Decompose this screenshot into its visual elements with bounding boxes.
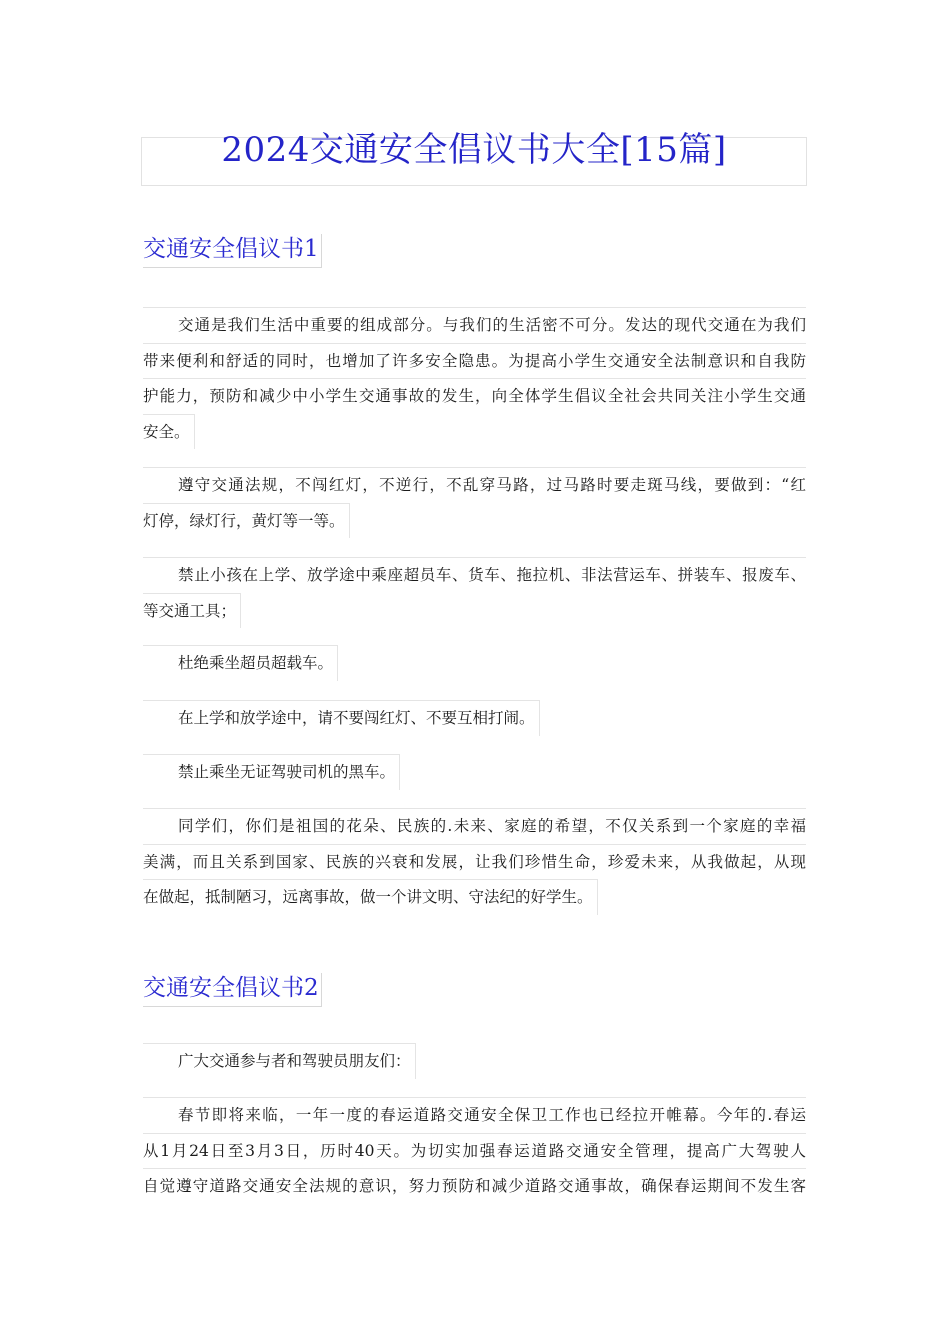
paragraph xyxy=(143,808,806,928)
text-line: 同学们，你们是祖国的花朵、民族的.未来、家庭的希望，不仅关系到一个家庭的幸福 xyxy=(143,808,806,844)
text-line: 杜绝乘坐超员超载车。 xyxy=(143,645,338,681)
text-line: 禁止小孩在上学、放学途中乘座超员车、货车、拖拉机、非法营运车、拼装车、报废车、 xyxy=(143,557,806,593)
section-heading-2: 交通安全倡议书2 xyxy=(143,973,322,1007)
paragraph xyxy=(143,1097,806,1204)
text-line: 等交通工具； xyxy=(143,593,241,629)
text-line: 安全。 xyxy=(143,414,195,450)
paragraph xyxy=(143,754,806,803)
document-title: 2024交通安全倡议书大全[15篇] xyxy=(221,130,727,170)
text-line: 交通是我们生活中重要的组成部分。与我们的生活密不可分。发达的现代交通在为我们 xyxy=(143,307,806,343)
paragraph xyxy=(143,700,806,749)
paragraph xyxy=(143,645,806,694)
paragraph xyxy=(143,557,806,642)
text-line: 美满，而且关系到国家、民族的兴衰和发展，让我们珍惜生命，珍爱未来，从我做起，从现 xyxy=(143,844,806,880)
text-line: 春节即将来临，一年一度的春运道路交通安全保卫工作也已经拉开帷幕。今年的.春运 xyxy=(143,1097,806,1133)
text-line: 带来便利和舒适的同时，也增加了许多安全隐患。为提高小学生交通安全法制意识和自我防 xyxy=(143,343,806,379)
paragraph xyxy=(143,467,806,552)
text-line: 灯停，绿灯行，黄灯等一等。 xyxy=(143,503,350,539)
paragraph xyxy=(143,1043,806,1092)
text-line: 从1月24日至3月3日，历时40天。为切实加强春运道路交通安全管理，提高广大驾驶人 xyxy=(143,1133,806,1169)
text-line: 在做起，抵制陋习，远离事故，做一个讲文明、守法纪的好学生。 xyxy=(143,879,598,915)
text-line: 禁止乘坐无证驾驶司机的黑车。 xyxy=(143,754,400,790)
paragraph xyxy=(143,307,806,463)
text-line: 在上学和放学途中，请不要闯红灯、不要互相打闹。 xyxy=(143,700,540,736)
text-line: 广大交通参与者和驾驶员朋友们： xyxy=(143,1043,416,1079)
text-line: 自觉遵守道路交通安全法规的意识，努力预防和减少道路交通事故，确保春运期间不发生客 xyxy=(143,1168,806,1204)
text-line: 护能力，预防和减少中小学生交通事故的发生，向全体学生倡议全社会共同关注小学生交通 xyxy=(143,378,806,414)
section-heading-1: 交通安全倡议书1 xyxy=(143,234,322,268)
text-line: 遵守交通法规，不闯红灯，不逆行，不乱穿马路，过马路时要走斑马线，要做到：“红 xyxy=(143,467,806,503)
